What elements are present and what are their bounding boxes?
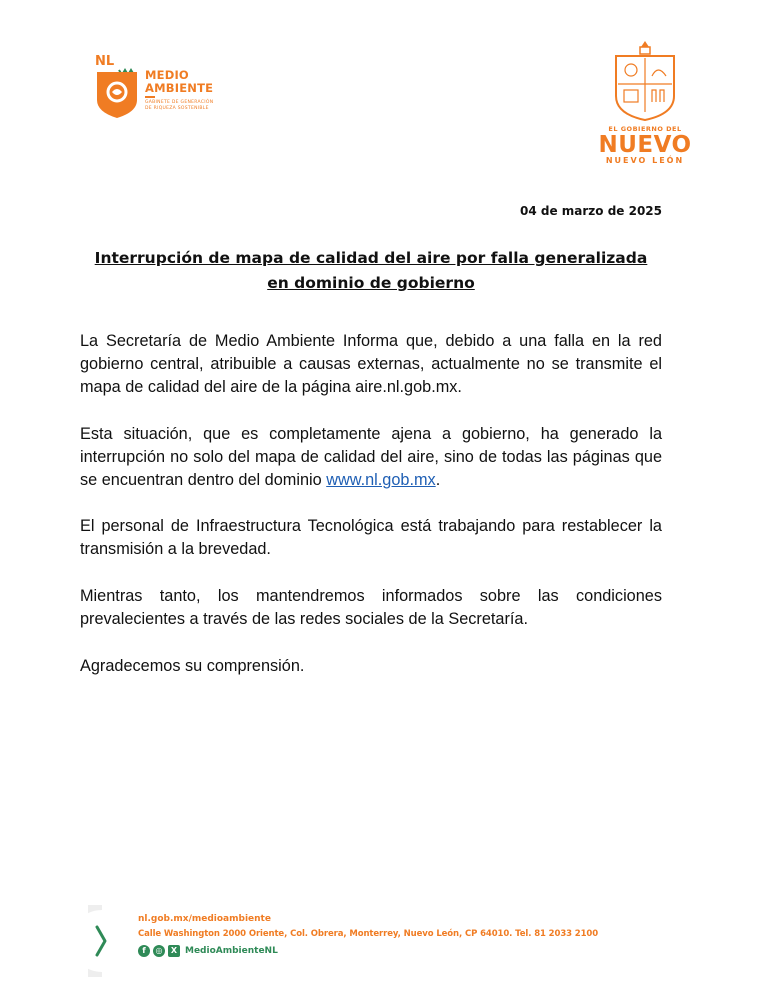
gov-line-1: EL GOBIERNO DEL bbox=[608, 125, 682, 133]
footer-url[interactable]: nl.gob.mx/medioambiente bbox=[138, 914, 271, 924]
footer-social bbox=[138, 945, 278, 957]
document-title: Interrupción de mapa de calidad del aire por falla generalizada en dominio de gobierno bbox=[94, 249, 648, 292]
paragraph-4: Mientras tanto, los mantendremos informados sobre las condiciones prevalecientes a través de las redes sociales de la Secretaría. bbox=[80, 587, 662, 628]
logo-line-2: AMBIENTE bbox=[145, 81, 214, 95]
paragraph-2 bbox=[80, 423, 662, 492]
logo-line-1: MEDIO bbox=[145, 68, 189, 82]
document-date: 04 de marzo de 2025 bbox=[519, 204, 662, 218]
x-icon[interactable]: X bbox=[168, 945, 180, 957]
paragraph-2-end: . bbox=[435, 471, 441, 489]
medio-ambiente-logo bbox=[95, 54, 235, 122]
footer-address: Calle Washington 2000 Oriente, Col. Obrera, Monterrey, Nuevo León, CP 64010. Tel. 81 2033 2100 bbox=[138, 929, 599, 939]
facebook-icon[interactable]: f bbox=[138, 945, 150, 957]
gobierno-nuevo-leon-logo bbox=[590, 40, 700, 170]
logo-subtitle-2: DE RIQUEZA SOSTENIBLE bbox=[145, 106, 209, 111]
footer-chevron-icon bbox=[88, 905, 118, 977]
paragraph-1: La Secretaría de Medio Ambiente Informa que, debido a una falla en la red gobierno central, atribuible a causas externas, actualmente no se transmite el mapa de calidad del aire de la página aire.nl.gob.mx. bbox=[80, 332, 662, 396]
shield-logo-icon bbox=[95, 68, 139, 120]
coat-of-arms-icon bbox=[612, 40, 678, 122]
paragraph-2-text: Esta situación, que es completamente ajena a gobierno, ha generado la interrupción no solo del mapa de calidad del aire, sino de todas las páginas que se encuentran dentro del dominio bbox=[80, 425, 662, 489]
domain-link[interactable]: www.nl.gob.mx bbox=[326, 471, 436, 489]
gov-line-3: NUEVO LEÓN bbox=[605, 156, 685, 165]
instagram-icon[interactable]: ◎ bbox=[153, 945, 165, 957]
paragraph-3: El personal de Infraestructura Tecnológica está trabajando para restablecer la transmisión a la brevedad. bbox=[80, 517, 662, 558]
logo-subtitle-1: GABINETE DE GENERACIÓN bbox=[145, 100, 214, 105]
gov-line-2: NUEVO bbox=[598, 132, 692, 158]
logo-accent-bar bbox=[145, 96, 155, 98]
social-handle: MedioAmbienteNL bbox=[185, 946, 278, 956]
paragraph-5: Agradecemos su comprensión. bbox=[80, 657, 305, 675]
logo-prefix: NL bbox=[95, 54, 115, 69]
